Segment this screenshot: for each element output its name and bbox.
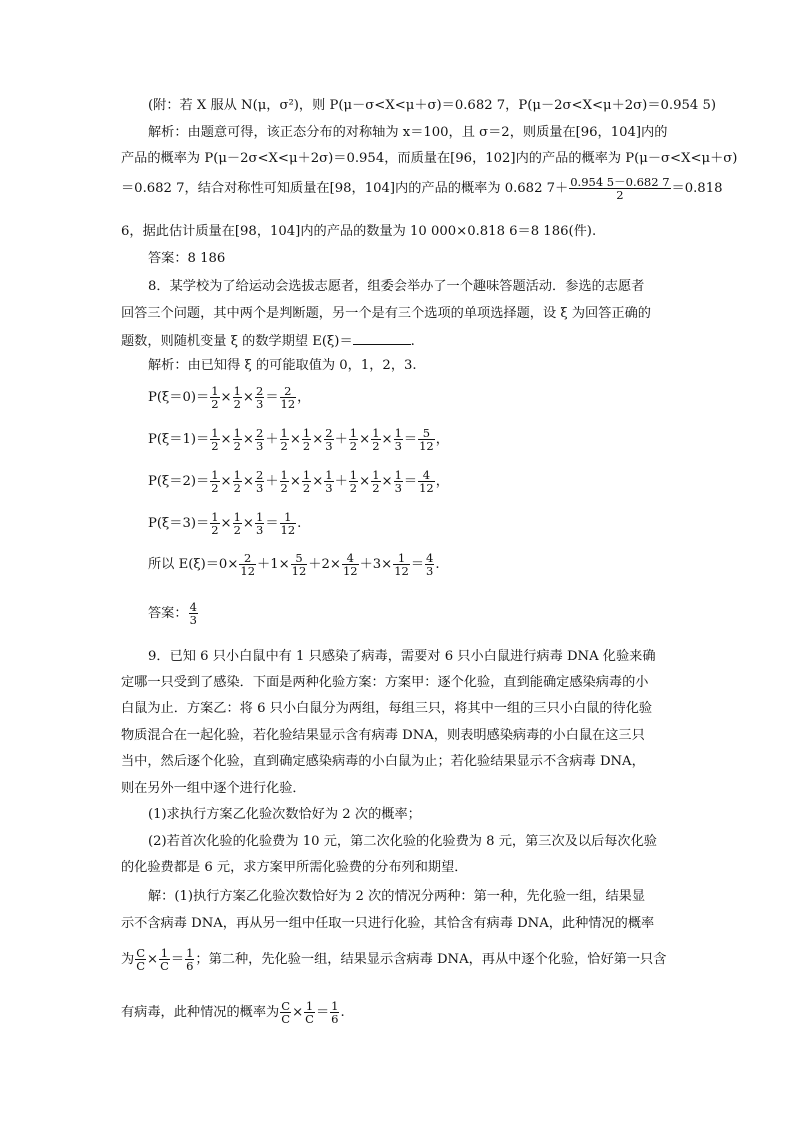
op: 3× xyxy=(372,557,393,572)
numerator: 1 xyxy=(280,426,288,440)
denominator: 12 xyxy=(394,564,409,578)
denominator: 6 xyxy=(331,1012,339,1026)
text-span: P(ξ＝3)＝ xyxy=(148,516,210,531)
op: × xyxy=(359,474,371,489)
text-span: 所以 E(ξ)＝0× xyxy=(148,557,239,572)
numerator: 4 xyxy=(342,552,359,565)
fraction xyxy=(291,552,308,577)
numerator: 2 xyxy=(255,384,264,398)
op: × xyxy=(242,432,254,447)
numerator: 1 xyxy=(302,468,311,482)
denominator: 2 xyxy=(233,523,241,537)
numerator: 1 xyxy=(255,510,264,524)
numerator: 2 xyxy=(239,552,256,565)
op: . xyxy=(297,516,302,531)
fraction xyxy=(159,947,170,972)
fraction xyxy=(394,427,403,452)
fraction xyxy=(233,427,242,452)
note-line: (附：若 X 服从 N(μ，σ²)，则 P(μ－σ<X<μ＋σ)＝0.682 7，P(μ－2σ<X<μ＋2σ)＝0.954 5) xyxy=(148,98,716,113)
denominator: C xyxy=(160,959,169,973)
fraction xyxy=(371,427,380,452)
fraction xyxy=(418,469,435,494)
denominator: 12 xyxy=(280,523,296,537)
numerator: 4 xyxy=(189,600,197,614)
numerator: 1 xyxy=(186,946,194,960)
solution-line-3 xyxy=(121,947,666,972)
op: ＋ xyxy=(265,474,279,489)
solution-line-4 xyxy=(121,1000,345,1025)
question-9-line-5: 当中，然后逐个化验，直到确定感染病毒的小白鼠为止；若化验结果显示不含病毒 DNA， xyxy=(121,754,645,769)
fraction xyxy=(393,552,410,577)
question-9-line-2: 定哪一只受到了感染．下面是两种化验方案：方案甲：逐个化验，直到能确定感染病毒的小 xyxy=(121,675,649,690)
op: ＝ xyxy=(265,516,279,531)
denominator: 3 xyxy=(325,481,333,495)
sub-question-2-line-2: 的化验费都是 6 元，求方案甲所需化验费的分布列和期望． xyxy=(121,860,468,875)
numerator: 1 xyxy=(211,468,219,482)
denominator: 2 xyxy=(233,397,241,411)
op: ＝ xyxy=(315,1005,330,1020)
op: × xyxy=(220,516,232,531)
fraction xyxy=(255,469,264,494)
op: ＋ xyxy=(308,557,322,572)
numerator: 1 xyxy=(349,468,358,482)
op: × xyxy=(312,474,324,489)
answer-line-2 xyxy=(148,601,199,626)
op: × xyxy=(220,432,232,447)
expectation-line xyxy=(148,552,440,577)
text-span: 题数，则随机变量 ξ 的数学期望 E(ξ)＝ xyxy=(121,334,353,349)
denominator: 3 xyxy=(255,481,264,495)
prob-xi-3 xyxy=(148,511,301,536)
numerator: 1 xyxy=(233,384,241,398)
fraction xyxy=(349,469,358,494)
op: ＝ xyxy=(403,474,418,489)
denominator: 3 xyxy=(255,439,264,453)
denominator: 3 xyxy=(394,439,402,453)
denominator: 2 xyxy=(372,481,380,495)
question-8-line-2: 回答三个问题，其中两个是判断题，另一个是有三个选项的单项选择题，设 ξ 为回答正确的 xyxy=(121,306,651,321)
numerator: 1 xyxy=(211,384,219,398)
denominator: 12 xyxy=(342,564,358,578)
fraction xyxy=(239,552,256,577)
op: × xyxy=(381,432,393,447)
numerator: 1 xyxy=(233,468,241,482)
fraction xyxy=(324,427,333,452)
denominator: 2 xyxy=(616,188,624,202)
denominator: 2 xyxy=(233,439,241,453)
question-9-line-1: 9．已知 6 只小白鼠中有 1 只感染了病毒，需要对 6 只小白鼠进行病毒 DNA 化验来确 xyxy=(148,649,656,664)
op: ＝ xyxy=(410,557,425,572)
prob-xi-0 xyxy=(148,385,310,410)
numerator: 1 xyxy=(372,426,380,440)
numerator: 2 xyxy=(255,426,264,440)
op: 2× xyxy=(321,557,341,572)
op: ＝ xyxy=(403,432,418,447)
numerator: 0.954 5－0.682 7 xyxy=(570,175,670,189)
text-span: ；第二种，先化验一组，结果显示含病毒 DNA，再从中逐个化验，恰好第一只含 xyxy=(195,952,667,967)
fraction xyxy=(280,511,297,536)
text-span: . xyxy=(340,1005,345,1020)
fraction xyxy=(210,385,219,410)
op: × xyxy=(292,1005,304,1020)
fraction xyxy=(349,427,358,452)
question-9-line-6: 则在另外一组中逐个进行化验． xyxy=(121,781,306,796)
text-span: P(ξ＝2)＝ xyxy=(148,474,210,489)
sub-question-1: (1)求执行方案乙化验次数恰好为 2 次的概率； xyxy=(148,807,421,822)
fraction xyxy=(255,427,264,452)
text-span: 答案： xyxy=(148,606,188,621)
denominator: 2 xyxy=(211,439,219,453)
question-8-line-3 xyxy=(121,331,415,351)
numerator: C xyxy=(136,946,145,960)
op: × xyxy=(312,432,324,447)
analysis-line-3 xyxy=(121,176,722,201)
numerator: 1 xyxy=(325,468,333,482)
fraction xyxy=(233,385,242,410)
denominator: 12 xyxy=(240,564,256,578)
fraction xyxy=(189,601,198,626)
numerator: 1 xyxy=(394,426,402,440)
denominator: 2 xyxy=(302,481,311,495)
denominator: 2 xyxy=(349,439,358,453)
denominator: 3 xyxy=(394,481,402,495)
numerator: 1 xyxy=(302,426,311,440)
denominator: C xyxy=(136,959,145,973)
denominator: 3 xyxy=(426,564,434,578)
prob-xi-2 xyxy=(148,469,449,494)
analysis-line-2: 产品的概率为 P(μ－2σ<X<μ＋2σ)＝0.954，而质量在[96，102]内的产品的概率为 P(μ－σ<X<μ＋σ) xyxy=(121,151,738,166)
fraction xyxy=(135,947,146,972)
denominator: 3 xyxy=(189,613,197,627)
denominator: 3 xyxy=(255,523,264,537)
answer-blank xyxy=(353,331,411,345)
op: ＋ xyxy=(257,557,271,572)
fraction xyxy=(302,469,311,494)
op: × xyxy=(359,432,371,447)
fraction xyxy=(394,469,403,494)
question-8-line-1: 8．某学校为了给运动会选拔志愿者，组委会举办了一个趣味答题活动．参选的志愿者 xyxy=(148,279,645,294)
op: ＝ xyxy=(265,390,279,405)
denominator: 2 xyxy=(280,439,288,453)
text-span: . xyxy=(410,334,415,349)
text-span: ＝0.818 xyxy=(671,181,723,196)
numerator: 1 xyxy=(211,426,219,440)
op: ， xyxy=(435,474,449,489)
question-9-line-4: 物质混合在一起化验，若化验结果显示含有病毒 DNA，则表明感染病毒的小白鼠在这三只 xyxy=(121,728,645,743)
op: ＋ xyxy=(265,432,279,447)
text-span: 有病毒，此种情况的概率为 xyxy=(121,1005,280,1020)
numerator: 1 xyxy=(280,511,297,524)
answer-line-1: 答案：8 186 xyxy=(148,251,226,266)
fraction xyxy=(233,469,242,494)
fraction xyxy=(280,469,289,494)
op: ＝ xyxy=(170,952,185,967)
numerator: 1 xyxy=(280,468,288,482)
text-span: P(ξ＝1)＝ xyxy=(148,432,210,447)
text-span: 为 xyxy=(121,952,135,967)
denominator: 2 xyxy=(211,397,219,411)
denominator: C xyxy=(305,1012,314,1026)
op: × xyxy=(289,432,301,447)
fraction xyxy=(210,469,219,494)
solution-line-2: 示不含病毒 DNA，再从另一组中任取一只进行化验，其恰含有病毒 DNA，此种情况的概率 xyxy=(121,916,655,931)
numerator: 1 xyxy=(349,426,358,440)
denominator: 2 xyxy=(302,439,311,453)
denominator: C xyxy=(281,1012,291,1026)
fraction xyxy=(418,427,435,452)
numerator: C xyxy=(281,999,291,1013)
fraction xyxy=(371,469,380,494)
op: ， xyxy=(435,432,449,447)
fraction xyxy=(330,1000,339,1025)
fraction xyxy=(302,427,311,452)
fraction xyxy=(304,1000,315,1025)
denominator: 2 xyxy=(211,481,219,495)
denominator: 12 xyxy=(419,481,434,495)
op: × xyxy=(381,474,393,489)
numerator: 4 xyxy=(418,469,435,482)
fraction xyxy=(210,427,219,452)
denominator: 2 xyxy=(372,439,380,453)
sub-question-2-line-1: (2)若首次化验的化验费为 10 元，第二次化验的化验费为 8 元，第三次及以后每次化验 xyxy=(148,834,657,849)
fraction xyxy=(210,511,219,536)
fraction xyxy=(425,552,434,577)
analysis-line-1: 解析：由题意可得，该正态分布的对称轴为 x＝100，且 σ＝2，则质量在[96，104]内的 xyxy=(148,125,668,140)
fraction xyxy=(280,427,289,452)
fraction xyxy=(185,947,194,972)
op: ＋ xyxy=(359,557,373,572)
denominator: 3 xyxy=(325,439,333,453)
op: ， xyxy=(297,390,311,405)
op: 1× xyxy=(270,557,290,572)
denominator: 12 xyxy=(419,439,434,453)
solution-line-1: 解：(1)执行方案乙化验次数恰好为 2 次的情况分两种：第一种，先化验一组，结果显 xyxy=(148,889,646,904)
numerator: 1 xyxy=(305,999,314,1013)
denominator: 2 xyxy=(211,523,219,537)
numerator: 5 xyxy=(418,427,435,440)
op: . xyxy=(435,557,440,572)
fraction xyxy=(255,511,264,536)
denominator: 3 xyxy=(255,397,264,411)
numerator: 2 xyxy=(255,468,264,482)
denominator: 2 xyxy=(280,481,288,495)
op: × xyxy=(242,474,254,489)
numerator: 1 xyxy=(393,552,410,565)
op: × xyxy=(289,474,301,489)
text-span: ＝0.682 7，结合对称性可知质量在[98，104]内的产品的概率为 0.682 7＋ xyxy=(121,181,569,196)
numerator: 4 xyxy=(426,551,434,565)
fraction xyxy=(280,1000,291,1025)
op: × xyxy=(220,390,232,405)
numerator: 2 xyxy=(325,426,333,440)
numerator: 1 xyxy=(211,510,219,524)
denominator: 12 xyxy=(291,564,307,578)
op: × xyxy=(242,516,254,531)
fraction xyxy=(280,385,297,410)
numerator: 1 xyxy=(233,426,241,440)
op: ＋ xyxy=(334,474,348,489)
op: × xyxy=(242,390,254,405)
fraction xyxy=(342,552,359,577)
numerator: 1 xyxy=(331,999,339,1013)
fraction xyxy=(233,511,242,536)
analysis-8-intro: 解析：由已知得 ξ 的可能取值为 0，1，2，3. xyxy=(148,358,417,373)
numerator: 2 xyxy=(280,385,297,398)
numerator: 1 xyxy=(394,468,402,482)
op: × xyxy=(220,474,232,489)
prob-xi-1 xyxy=(148,427,449,452)
question-9-line-3: 白鼠为止．方案乙：将 6 只小白鼠分为两组，每组三只，将其中一组的三只小白鼠的待化验 xyxy=(121,701,653,716)
numerator: 1 xyxy=(372,468,380,482)
text-span: P(ξ＝0)＝ xyxy=(148,390,210,405)
denominator: 2 xyxy=(349,481,358,495)
analysis-line-4: 6，据此估计质量在[98，104]内的产品的数量为 10 000×0.818 6＝8 186(件). xyxy=(121,224,597,239)
fraction xyxy=(255,385,264,410)
op: ＋ xyxy=(334,432,348,447)
denominator: 2 xyxy=(233,481,241,495)
numerator: 1 xyxy=(160,946,169,960)
numerator: 1 xyxy=(233,510,241,524)
fraction xyxy=(324,469,333,494)
numerator: 5 xyxy=(291,552,308,565)
op: × xyxy=(147,952,159,967)
denominator: 12 xyxy=(280,397,296,411)
denominator: 6 xyxy=(186,959,194,973)
fraction xyxy=(569,176,670,201)
